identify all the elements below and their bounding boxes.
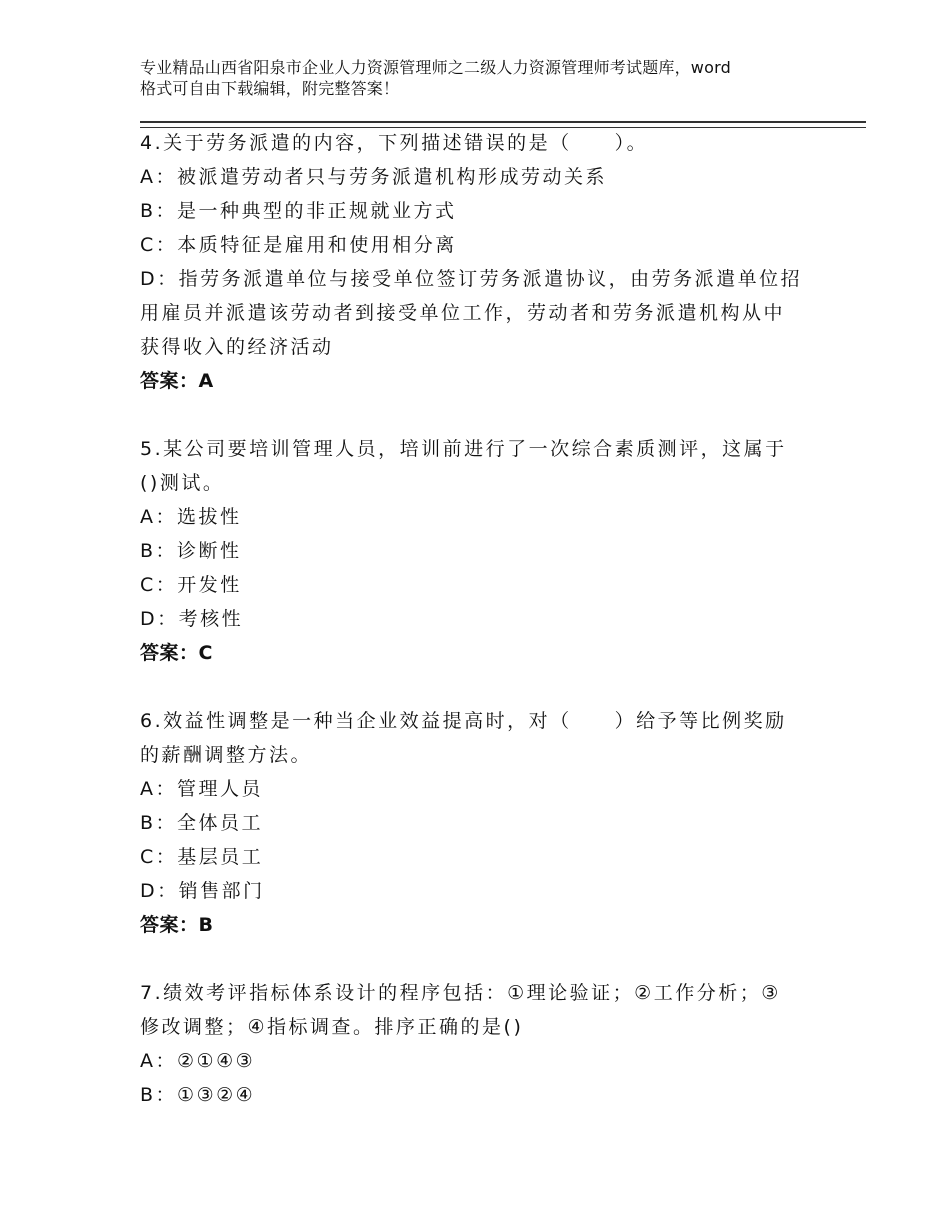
document-header [140, 57, 840, 99]
question-stem-line: 4.关于劳务派遣的内容，下列描述错误的是（ ）。 [140, 132, 649, 154]
option-line: A：管理人员 [140, 778, 263, 800]
question-spacer [140, 670, 820, 704]
option-line: D：指劳务派遣单位与接受单位签订劳务派遣协议，由劳务派遣单位招 [140, 268, 803, 290]
answer-line: 答案：B [140, 914, 214, 936]
option-line: 获得收入的经济活动 [140, 336, 334, 358]
option-line: B：是一种典型的非正规就业方式 [140, 200, 457, 222]
header-line-1: 专业精品山西省阳泉市企业人力资源管理师之二级人力资源管理师考试题库，word [140, 58, 731, 77]
question-block [140, 126, 820, 432]
option-line: C：基层员工 [140, 846, 264, 868]
question-stem-line: 5.某公司要培训管理人员，培训前进行了一次综合素质测评，这属于 [140, 438, 787, 460]
option-line: 用雇员并派遣该劳动者到接受单位工作，劳动者和劳务派遣机构从中 [140, 302, 786, 324]
question-stem-line: 修改调整；④指标调查。排序正确的是() [140, 1016, 524, 1038]
option-line: D：销售部门 [140, 880, 265, 902]
question-block [140, 432, 820, 704]
option-line: B：全体员工 [140, 812, 264, 834]
question-stem-line: 7.绩效考评指标体系设计的程序包括：①理论验证；②工作分析；③ [140, 982, 781, 1004]
option-line: B：诊断性 [140, 540, 242, 562]
option-line: A：②①④③ [140, 1050, 256, 1072]
option-line: B：①③②④ [140, 1084, 256, 1106]
option-line: A：选拔性 [140, 506, 242, 528]
option-line: A：被派遣劳动者只与劳务派遣机构形成劳动关系 [140, 166, 607, 188]
question-stem-line: 6.效益性调整是一种当企业效益提高时，对（ ）给予等比例奖励 [140, 710, 787, 732]
question-list [140, 126, 820, 1112]
question-spacer [140, 942, 820, 976]
option-line: D：考核性 [140, 608, 244, 630]
answer-line: 答案：A [140, 370, 214, 392]
option-line: C：本质特征是雇用和使用相分离 [140, 234, 457, 256]
question-stem-line: 的薪酬调整方法。 [140, 744, 313, 766]
question-block [140, 976, 820, 1112]
answer-line: 答案：C [140, 642, 213, 664]
question-stem-line: ()测试。 [140, 472, 225, 494]
question-spacer [140, 398, 820, 432]
option-line: C：开发性 [140, 574, 242, 596]
question-block [140, 704, 820, 976]
header-line-2: 格式可自由下载编辑，附完整答案！ [140, 79, 400, 98]
